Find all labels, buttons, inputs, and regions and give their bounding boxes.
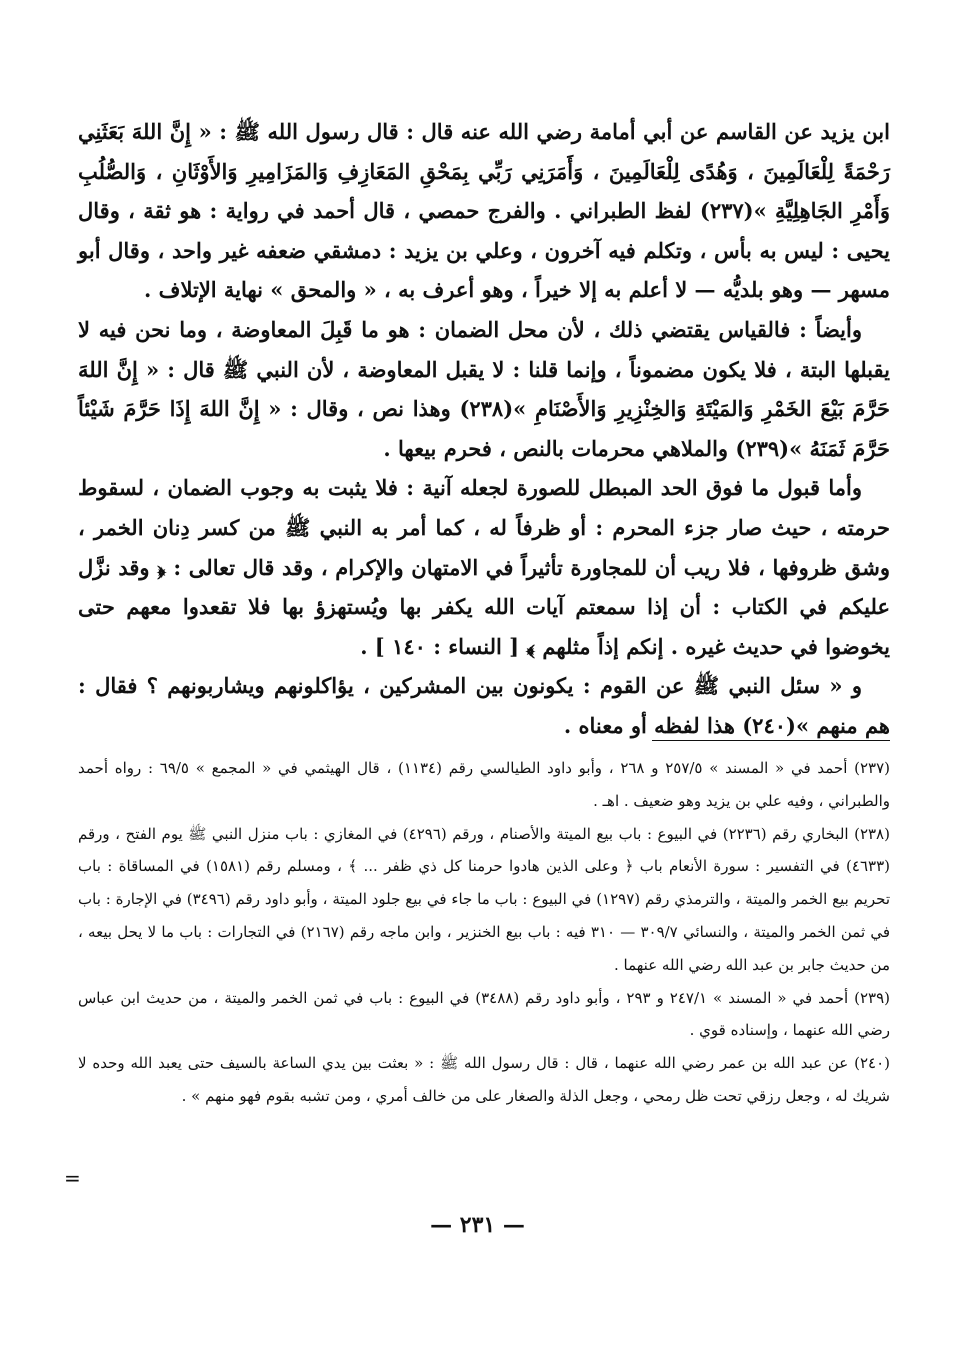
paragraph-1: ابن يزيد عن القاسم عن أبي أمامة رضي الله عنه قال : قال رسول الله ﷺ : « إِنَّ اللهَ بَعَثَنِي رَحْمَةً لِلْعَالَمِينَ ، وَهُدًى لِلْعَالَمِينَ ، وَأَمَرَنِي رَبِّي بِمَحْقِ المَعَازِفِ وَالمَزَامِيرِ وَالأَوْثَانِ ، وَالصُّلُبِ وَأَمْرِ الجَاهِلِيَّةِ »(٢٣٧) لفظ الطبراني . والفرج حمصي ، قال أحمد في رواية : هو ثقة ، وقال يحيى : ليس به بأس ، وتكلم فيه آخرون ، وعلي بن يزيد : دمشقي ضعفه غير واحد ، وقال أبو مسهر — وهو بلديُّه — لا أعلم به إلا خيراً ، وهو أعرف به ، « والمحق » نهاية الإتلاف . [78,119,890,303]
footnote-237: (٢٣٧) أحمد في « المسند » ٢٥٧/٥ و ٢٦٨ ، وأبو داود الطيالسي رقم (١١٣٤) ، قال الهيثمي في « المجمع » ٦٩/٥ : رواه أحمد والطبراني ، وفيه علي بن يزيد وهو ضعيف . اهـ . [78,759,890,810]
paragraph-3: وأما قبول ما فوق الحد المبطل للصورة لجعله آنية : فلا يثبت به وجوب الضمان ، لسقوط حرمته ، حيث صار جزء المحرم : أو ظرفاً له ، كما أمر به النبي ﷺ من كسر دِنان الخمر ، وشق ظروفها ، فلا ريب أن للمجاورة تأثيراً في الامتهان والإكرام ، وقد قال تعالى : ﴿ وقد نزَّل عليكم في الكتاب : أن إذا سمعتم آيات الله يكفر بها ويُستهزؤ بها فلا تقعدوا معهم حتى يخوضوا في حديث غيره . إنكم إذاً مثلهم ﴾ [ النساء : ١٤٠ ] . [78,475,890,659]
continuation-mark: = [64,1166,81,1190]
paragraph-2: وأيضاً : فالقياس يقتضي ذلك ، لأن محل الضمان : هو ما قَبِلَ المعاوضة ، وما نحن فيه لا يقبلها البتة ، فلا يكون مضموناً ، وإنما قلنا : لا يقبل المعاوضة ، لأن النبي ﷺ قال : « إِنَّ اللهَ حَرَّمَ بَيْعَ الخَمْرِ وَالمَيْتَةِ وَالخِنْزِيرِ وَالأَصْنَامِ »(٢٣٨) وهذا نص ، وقال : « إِنَّ اللهَ إِذَا حَرَّمَ شَيْئاً حَرَّمَ ثَمَنَهُ »(٢٣٩) والملاهي محرمات بالنص ، فحرم بيعها . [78,316,890,461]
main-text [78,112,890,746]
footnote-240: (٢٤٠) عن عبد الله بن عمر رضي الله عنهما ، قال : قال رسول الله ﷺ : « بعثت بين يدي الساعة بالسيف حتى يعبد الله وحده لا شريك له ، وجعل رزقي تحت ظل رمحي ، وجعل الذلة والصغار على من خالف أمري ، ومن تشبه بقوم فهو منهم » . [78,1054,890,1105]
paragraph-4: و « سئل النبي ﷺ عن القوم : يكونون بين المشركين ، يؤاكلونهم ويشاربونهم ؟ فقال : هم منهم »(٢٤٠) هذا لفظه أو معناه . [78,673,890,738]
footnote-separator [652,740,890,741]
page-number: — ٢٣١ — [430,1212,525,1238]
footnote-239: (٢٣٩) أحمد في « المسند » ٢٤٧/١ و ٢٩٣ ، وأبو داود رقم (٣٤٨٨) في البيوع : باب في ثمن الخمر والميتة ، من حديث ابن عباس رضي الله عنهما ، وإسناده قوي . [78,988,891,1040]
footnotes [78,752,890,1113]
footnote-238: (٢٣٨) البخاري رقم (٢٢٣٦) في البيوع : باب بيع الميتة والأصنام ، ورقم (٤٢٩٦) في المغازي : باب منزل النبي ﷺ يوم الفتح ، ورقم (٤٦٣٣) في التفسير : سورة الأنعام باب ﴿ وعلى الذين هادوا حرمنا كل ذي ظفر ... ﴾ ، ومسلم رقم (١٥٨١) في المساقاة : باب تحريم بيع الخمر والميتة ، والترمذي رقم (١٢٩٧) في البيوع : باب ما جاء في بيع جلود الميتة ، وأبو داود رقم (٣٤٩٦) في الإجارة : باب في ثمن الخمر والميتة ، والنسائي ٣٠٩/٧ — ٣١٠ فيه : باب بيع الخنزير ، وابن ماجه رقم (٢١٦٧) في التجارات : باب ما لا يحل بيعه ، من حديث جابر بن عبد الله رضي الله عنهما . [78,824,890,974]
